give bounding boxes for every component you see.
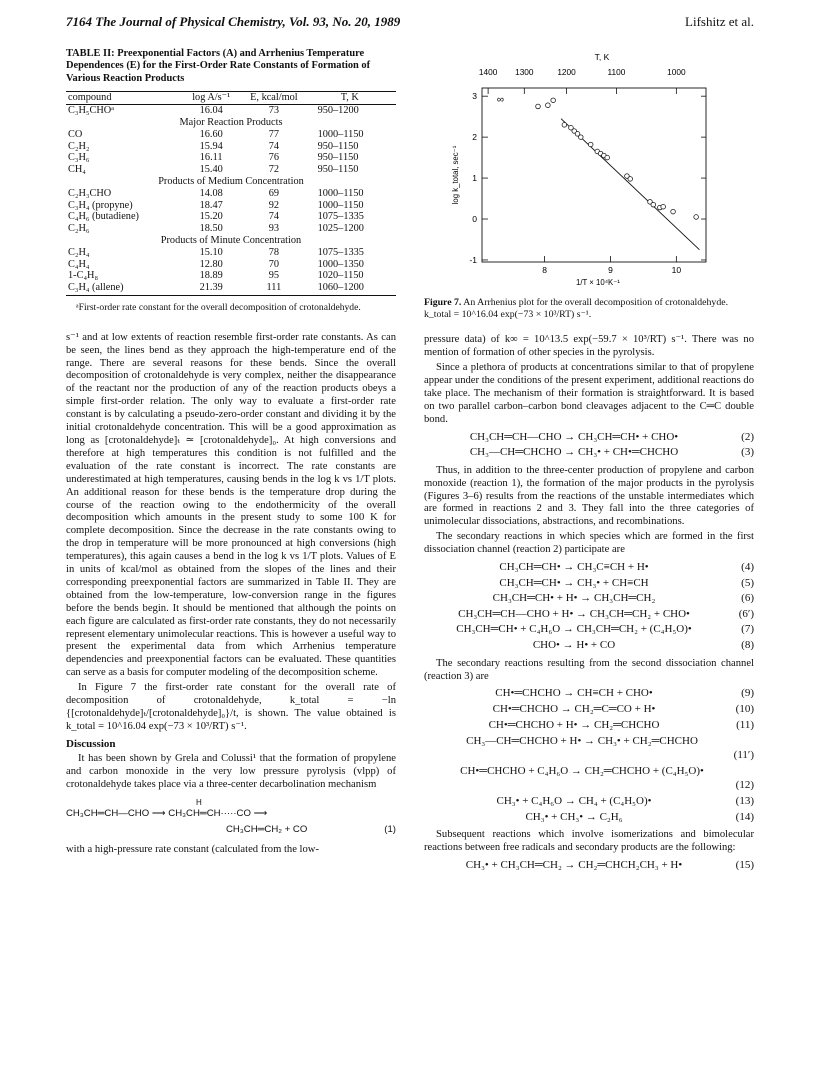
paragraph: Since a plethora of products at concentrations similar to that of propylene appear under the conditions of the present experiment, additional reactions do take place. The mechanism of their formation is straightforward. It is based on two parallel carbon–carbon bond cleavages adjacent to the C═C double bond. [424,362,754,425]
plot-frame [482,88,706,262]
table-cell: 16.04 [199,104,223,116]
paragraph: pressure data) of k∞ = 10^13.5 exp(−59.7 × 10³/RT) s⁻¹. There was no mention of formation of other species in the pyrolysis. [424,334,754,359]
paragraph: The secondary reactions in which species which are formed in the first dissociation channel (reaction 2) participate are [424,531,754,556]
scheme-h-label: H [196,797,202,807]
table-cell: 15.94 [199,140,223,152]
y-tick-label: 3 [472,91,477,102]
scheme-line-1: CH₃CH═CH—CHO ⟶ CH₃CH═CH·····CO ⟶ [66,807,268,819]
table-cell: 70 [268,258,280,270]
equation-15 [424,858,754,874]
data-point [551,98,556,103]
top-tick-label: 1300 [515,67,534,77]
table-body [66,104,396,296]
data-point [628,177,633,182]
table-cell: CO [68,129,83,140]
table-title: TABLE II: Preexponential Factors (A) and Arrhenius Temperature Dependences (E) for the First-Order Rate Constants of Formation of Various Reaction Products [66,48,371,84]
left-column [66,48,396,858]
table-group-title: Major Reaction Products [179,117,283,129]
equation-body: CH₃CH═CH—CHO + H• → CH₃CH═CH₂ + CHO• [458,607,690,620]
left-tail-text [66,844,396,857]
table-cell: C₃H₄ (propyne) [68,199,133,211]
equation-number: (11′) [733,749,754,762]
y-tick-label: 2 [472,132,477,143]
table-cell: C₃H₅CHOᵃ [68,104,115,116]
table-cell: 73 [268,104,280,116]
table-row [66,247,396,259]
equation-number: (4) [741,561,754,574]
table-group-row [66,116,396,129]
equation-group-a [424,430,754,461]
equation-body: CH•═CHCHO + H• → CH₂═CHCHO [488,718,660,731]
table-cell: 16.11 [199,152,223,164]
table-cell: C₄H₆ (butadiene) [68,211,139,223]
equation-number: (15) [735,859,754,872]
table-row [66,211,396,223]
data-point-marker: ∞ [496,94,505,106]
paragraph: Subsequent reactions which involve isomerizations and bimolecular reactions between free radicals and secondary products are the following: [424,829,754,854]
equation-body: CH₃• + C₄H₆O → CH₄ + (C₄H₅O)• [496,795,652,808]
paragraph: In Figure 7 the first-order rate constant for the overall rate of decomposition of crotonaldehyde, k_total = −ln {[crotonaldehyde]ₜ/[crotonaldehyde]₀}/t, is shown. The value obtained is k_total = 10^16.04 exp(−73 × 10³/RT) s⁻¹. [66,682,396,732]
table-cell: 95 [268,270,280,282]
table-cell: 1000–1150 [317,199,364,211]
figure-caption-label: Figure 7. [424,297,462,308]
equation [424,686,754,702]
top-axis-title: T, K [594,52,610,62]
table-cell: C₃H₄ (allene) [66,282,178,296]
table-cell: 111 [244,282,303,296]
table-cell: C₂H₆ [68,222,90,234]
table-cell: 76 [268,152,280,164]
table-cell: 1020–1150 [317,270,364,282]
data-table [66,91,396,296]
equation-body: CH•═CHCHO → CH≡CH + CHO• [495,687,653,700]
equation [424,638,754,654]
equation [424,702,754,718]
table-footnote: ᵃFirst-order rate constant for the overall decomposition of crotonaldehyde. [76,302,361,314]
data-point [694,215,699,220]
table-header-log-a: log A/s⁻¹ [178,92,244,105]
table-row [66,270,396,282]
equation-11-prime [424,734,754,762]
table-cell: 72 [268,163,280,175]
data-point [661,204,666,209]
table-row [66,200,396,212]
table-cell: C₂H₃CHO [68,187,112,199]
data-point [605,155,610,160]
table-group-title: Products of Minute Concentration [160,235,302,247]
equation-number: (6′) [738,607,754,620]
figure-caption [424,297,754,320]
equation [424,560,754,576]
table-cell: 78 [268,246,280,258]
paragraph: Thus, in addition to the three-center production of propylene and carbon monoxide (reaction 1), the formation of the major products in the pyrolysis (Figures 3–6) results from the reactions of the unstable intermediates which are formed in reactions 2 and 3. They fall into the three categories of unimolecular dissociations, abstractions, and recombinations. [424,464,754,528]
table-cell: 18.50 [199,222,223,234]
equation [424,622,754,638]
paragraph: The secondary reactions resulting from the second dissociation channel (reaction 3) are [424,657,754,682]
table-cell: 74 [268,211,280,223]
top-tick-label: 1000 [667,67,686,77]
x-tick-label: 10 [671,265,682,275]
scheme-line-2: CH₃CH═CH₂ + CO [226,823,308,835]
equation-body: CH₃—CH═CHCHO → CH₃• + CH•═CHCHO [469,446,679,459]
y-tick-label: 0 [472,214,477,225]
data-point [588,142,593,147]
reaction-scheme-1 [66,798,396,840]
equation-body: CH₃CH═CH• + C₄H₆O → CH₃CH═CH₂ + (C₄H₅O)• [456,623,692,636]
page-header-journal: 7164 The Journal of Physical Chemistry, Vol. 93, No. 20, 1989 [66,14,401,29]
table-cell: 950–1150 [317,140,359,152]
table-cell: 18.47 [199,199,223,211]
equation-number: (7) [741,623,754,636]
data-point [536,104,541,109]
equation-number: (11) [736,718,754,731]
top-tick-label: 1100 [607,67,626,77]
equation [424,607,754,623]
table-row [66,129,396,141]
equation-group-c [424,686,754,733]
top-tick-label: 1200 [557,67,576,77]
table-row [66,282,396,296]
table-cell: 950–1150 [317,152,359,164]
equation [424,445,754,461]
discussion-body [66,753,396,792]
table-cell: 69 [268,187,280,199]
table-group-row [66,234,396,247]
table-cell: 15.40 [199,163,223,175]
equation-group-d [424,794,754,825]
table-row [66,152,396,164]
equation-12 [424,764,754,792]
data-point [562,123,567,128]
table-cell: 14.08 [199,187,223,199]
table-cell: 77 [268,129,280,140]
equation-body: CH₃CH═CH• → CH₃• + CH≡CH [499,576,649,589]
table-cell: 1075–1335 [317,211,364,223]
table-cell: 18.89 [199,270,223,282]
equation-number: (13) [735,795,754,808]
equation [424,718,754,734]
right-column [424,48,754,874]
x-axis-label: 1/T × 10⁴K⁻¹ [576,278,620,287]
table-group-title: Products of Medium Concentration [158,176,304,188]
table-cell: 92 [268,199,280,211]
table-cell: 15.10 [199,246,223,258]
table-row [66,188,396,200]
table-cell: 1000–1350 [317,258,364,270]
equation [424,810,754,826]
equation [424,591,754,607]
table-cell: C₂H₄ [68,246,90,258]
x-tick-label: 9 [608,265,613,275]
table-cell: 21.39 [178,282,244,296]
table-row [66,223,396,235]
paragraph: with a high-pressure rate constant (calculated from the low- [66,843,319,855]
equation-body: CH₃CH═CH• → CH₃C≡CH + H• [499,561,649,574]
table-cell: 1-C₄H₈ [68,270,99,282]
arrhenius-plot [424,48,754,288]
equation-number: (14) [735,810,754,823]
paragraph: s⁻¹ and at low extents of reaction resemble first-order rate constants. As can be seen, the lines bend as they approach the high-temperature end of the range. There are several reasons for these bends. Since the overall decomposition of crotonaldehyde is very complex, neither the disappearance of the reactant nor the production of any of the reaction products obeys a simple first-order relation. The only way to evaluate a first-order rate constant is by calculating a pseudo-zero-order constant and dividing it by the initial crotonaldehyde concentration. This will be a good approximation as long as [crotonaldehyde]ₜ ≃ [crotonaldehyde]₀. At high conversions and therefore at high temperatures this condition is not fulfilled and the evaluation of the rate constant is incorrect. The rate constants are underestimated at high temperatures, causing bends in the log k vs 1/T plots. An additional reason for these bends is the temperature drop during the course of the reaction owing to the endothermicity of the overall decomposition which amounts in the present study to some 100 K for complete decomposition. Since the decrease in the rate constants owing to the drop in temperature will be more pronounced at high conversions (high temperatures), this again causes a bend in the log k vs 1/T plots. Values of E in units of kcal/mol as obtained from the slopes of the lines and their corresponding preexponential factors are summarized in Table II. They are obtained from the low-temperature, low-conversion range in the figures before the bends begin. It should be mentioned that although the points on each figure are calculated as first-order rate constants, they do not necessarily represent elementary unimolecular reactions. This is however a useful way to present the experimental data from which Arrhenius temperature dependencies and preexponential factors can be evaluated. These quantities can serve as a basis for computer modeling of the decomposition scheme. [66,331,396,679]
table-cell: 15.20 [199,211,223,223]
y-axis-label: log k_total, sec⁻¹ [451,145,460,205]
right-body-text-3 [424,658,754,684]
equation [424,576,754,592]
equation-body: CH•═CHCHO → CH₂═C═CO + H• [492,703,656,716]
table-cell: 1000–1150 [317,187,364,199]
table-cell: 12.80 [199,258,223,270]
equation-number: (9) [741,687,754,700]
table-cell: C₄H₄ [68,258,90,270]
table-row [66,164,396,176]
data-point [579,135,584,140]
table-header-compound: compound [66,92,178,105]
table-cell: 1075–1335 [317,246,364,258]
top-tick-label: 1400 [478,67,498,77]
x-tick-label: 8 [542,265,547,275]
page-header-authors: Lifshitz et al. [685,14,754,29]
data-point [546,103,551,108]
scheme-number: (1) [384,823,396,835]
table-row [66,259,396,271]
equation [424,794,754,810]
table-row [66,104,396,116]
data-point [651,202,656,207]
table-header-t: T, K [304,92,396,105]
equation-number: (10) [735,703,754,716]
data-point [671,209,676,214]
equation-number: (12) [735,779,754,792]
table-cell: 1000–1150 [317,129,364,140]
equation-body: CH•═CHCHO + C₄H₆O → CH₂═CHCHO + (C₄H₅O)• [460,765,704,778]
table-cell: C₃H₆ [68,152,90,164]
figure-caption-text: An Arrhenius plot for the overall decomposition of crotonaldehyde. k_total = 10^16.04 exp(−73 × 10³/RT) s⁻¹. [424,297,729,320]
equation [424,430,754,446]
equation-number: (3) [741,446,754,459]
left-body-text [66,332,396,734]
equation-body: CH₃CH═CH—CHO → CH₃CH═CH• + CHO• [469,430,679,443]
equation-body: CH₃• + CH₃CH═CH₂ → CH₂═CHCH₂CH₃ + H• [465,859,683,872]
equation-group-b [424,560,754,654]
table-cell: 74 [268,140,280,152]
table-cell: C₂H₂ [68,140,90,152]
table-cell: 93 [268,222,280,234]
table-cell: 1025–1200 [317,222,364,234]
equation-number: (2) [741,430,754,443]
equation-body: CH₃—CH═CHCHO + H• → CH₃• + CH₂═CHCHO [466,735,698,748]
table-cell: 1060–1200 [304,282,396,296]
table-header-e: E, kcal/mol [244,92,303,105]
right-body-text [424,334,754,426]
equation-body: CHO• → H• + CO [532,639,616,652]
equation-body: CH₃• + CH₃• → C₂H₆ [525,810,623,823]
right-body-text-2 [424,465,754,557]
section-heading-discussion: Discussion [66,737,116,750]
y-tick-label: 1 [472,173,477,184]
table-cell: 950–1150 [317,163,359,175]
table-cell: CH₄ [68,163,86,175]
equation-number: (6) [741,592,754,605]
equation-body: CH₃CH═CH• + H• → CH₃CH═CH₂ [492,592,656,605]
table-cell: 16.60 [199,129,223,140]
y-tick-label: -1 [469,254,477,265]
table-group-row [66,175,396,188]
paragraph: It has been shown by Grela and Colussi¹ that the formation of propylene and carbon monoxide in the very low pressure pyrolysis (vlpp) of crotonaldehyde takes place via a three-center decarbolination mechanism [66,752,396,790]
equation-number: (8) [741,639,754,652]
equation-number: (5) [741,576,754,589]
right-body-text-4 [424,829,754,855]
table-cell: 950–1200 [317,104,359,116]
table-row [66,141,396,153]
